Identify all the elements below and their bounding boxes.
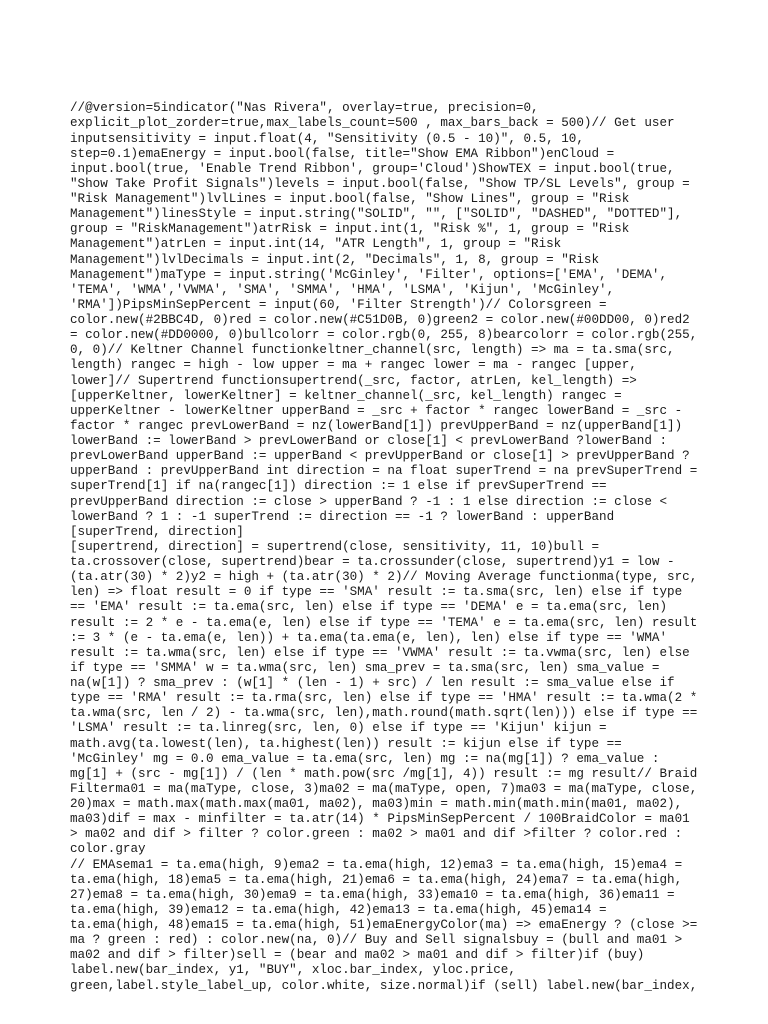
code-line: color.new(#2BBC4D, 0)red = color.new(#C51D0B, 0)green2 = color.new(#00DD00, 0)red2: [70, 313, 690, 327]
code-line: len) => float result = 0 if type == 'SMA' result := ta.sma(src, len) else if type: [70, 585, 683, 600]
code-line: 'RMA'])PipsMinSepPercent = input(60, 'Filter Strength')// Colorsgreen =: [70, 297, 607, 312]
code-line: [superTrend, direction]: [70, 524, 244, 539]
code-line: Filterma01 = ma(maType, close, 3)ma02 = ma(maType, open, 7)ma03 = ma(maType, close,: [70, 781, 698, 796]
code-line: na(w[1]) ? sma_prev : (w[1] * (len - 1) + src) / len result := sma_value else if: [70, 676, 675, 690]
code-line: length) rangec = high - low upper = ma + rangec lower = ma - rangec [upper,: [70, 358, 637, 373]
code-line: ta.wma(src, len / 2) - ta.wma(src, len),math.round(math.sqrt(len))) else if type ==: [70, 706, 698, 721]
code-line: 27)ema8 = ta.ema(high, 30)ema9 = ta.ema(high, 33)ema10 = ta.ema(high, 36)ema11 =: [70, 887, 675, 902]
code-line: upperKeltner - lowerKeltner upperBand = _src + factor * rangec lowerBand = _src -: [70, 403, 683, 418]
code-line: input.bool(true, 'Enable Trend Ribbon', group='Cloud')ShowTEX = input.bool(true,: [70, 161, 675, 176]
code-line: //@version=5indicator("Nas Rivera", overlay=true, precision=0,: [70, 101, 539, 116]
code-line: Management")lvlDecimals = input.int(2, "Decimals", 1, 8, group = "Risk: [70, 252, 600, 267]
code-line: prevUpperBand direction := close > upperBand ? -1 : 1 else direction := close <: [70, 494, 668, 509]
code-line: (ta.atr(30) * 2)y2 = high + (ta.atr(30) * 2)// Moving Average functionma(type, src,: [70, 570, 698, 585]
code-text-block: [70, 71, 702, 994]
code-line: lower]// Supertrend functionsupertrend(_src, factor, atrLen, kel_length) =>: [70, 373, 637, 388]
code-line: ta.crossover(close, supertrend)bear = ta.crossunder(close, supertrend)y1 = low -: [70, 555, 675, 569]
code-line: 'McGinley' mg = 0.0 ema_value = ta.ema(src, len) mg := na(mg[1]) ? ema_value :: [70, 751, 660, 766]
code-line: ma02 and dif > filter)sell = (bear and ma02 > ma01 and dif > filter)if (buy): [70, 948, 645, 963]
code-line: ta.ema(high, 48)ema15 = ta.ema(high, 51)emaEnergyColor(ma) => emaEnergy ? (close >=: [70, 918, 698, 932]
code-line: 'LSMA' result := ta.linreg(src, len, 0) else if type == 'Kijun' kijun =: [70, 721, 607, 736]
code-line: "Risk Management")lvlLines = input.bool(false, "Show Lines", group = "Risk: [70, 192, 630, 206]
code-line: Management")atrLen = input.int(14, "ATR Length", 1, group = "Risk: [70, 237, 562, 252]
code-line: ta.ema(high, 39)ema12 = ta.ema(high, 42)ema13 = ta.ema(high, 45)ema14 =: [70, 902, 607, 917]
code-line: lowerBand := lowerBand > prevLowerBand or close[1] < prevLowerBand ?lowerBand :: [70, 434, 668, 448]
code-line: = color.new(#DD0000, 0)bullcolorr = color.rgb(0, 255, 8)bearcolorr = color.rgb(255,: [70, 328, 698, 343]
code-line: upperBand : prevUpperBand int direction = na float superTrend = na prevSuperTrend =: [70, 464, 698, 479]
code-line: group = "RiskManagement")atrRisk = input.int(1, "Risk %", 1, group = "Risk: [70, 222, 630, 237]
code-line: ma03)dif = max - minfilter = ta.atr(14) * PipsMinSepPercent / 100BraidColor = ma01: [70, 812, 690, 827]
code-line: label.new(bar_index, y1, "BUY", xloc.bar_index, yloc.price,: [70, 963, 516, 978]
code-line: superTrend[1] if na(rangec[1]) direction := 1 else if prevSuperTrend ==: [70, 479, 607, 494]
code-line: // EMAsema1 = ta.ema(high, 9)ema2 = ta.ema(high, 12)ema3 = ta.ema(high, 15)ema4 =: [70, 857, 683, 872]
code-line: if type == 'SMMA' w = ta.wma(src, len) sma_prev = ta.sma(src, len) sma_value =: [70, 660, 660, 675]
code-line: mg[1] + (src - mg[1]) / (len * math.pow(src /mg[1], 4)) result := mg result// Braid: [70, 766, 698, 781]
code-line: result := 2 * e - ta.ema(e, len) else if type == 'TEMA' e = ta.ema(src, len) result: [70, 615, 698, 630]
code-line: green,label.style_label_up, color.white, size.normal)if (sell) label.new(bar_index,: [70, 978, 698, 993]
code-line: == 'EMA' result := ta.ema(src, len) else if type == 'DEMA' e = ta.ema(src, len): [70, 600, 668, 615]
code-line: := 3 * (e - ta.ema(e, len)) + ta.ema(ta.ema(e, len), len) else if type == 'WMA': [70, 630, 668, 645]
code-line: ta.ema(high, 18)ema5 = ta.ema(high, 21)ema6 = ta.ema(high, 24)ema7 = ta.ema(high,: [70, 872, 683, 887]
code-line: prevLowerBand upperBand := upperBand < prevUpperBand or close[1] > prevUpperBand ?: [70, 449, 690, 464]
code-line: > ma02 and dif > filter ? color.green : ma02 > ma01 and dif >filter ? color.red :: [70, 827, 683, 842]
code-line: factor * rangec prevLowerBand = nz(lowerBand[1]) prevUpperBand = nz(upperBand[1]): [70, 418, 683, 433]
code-line: step=0.1)emaEnergy = input.bool(false, title="Show EMA Ribbon")enCloud =: [70, 146, 615, 161]
code-line: Management")maType = input.string('McGinley', 'Filter', options=['EMA', 'DEMA',: [70, 267, 668, 282]
code-line: inputsensitivity = input.float(4, "Sensitivity (0.5 - 10)", 0.5, 10,: [70, 131, 584, 146]
code-line: type == 'RMA' result := ta.rma(src, len) else if type == 'HMA' result := ta.wma(2 *: [70, 691, 698, 706]
code-line: 20)max = math.max(math.max(ma01, ma02), ma03)min = math.min(math.min(ma01, ma02),: [70, 797, 683, 811]
code-line: lowerBand ? 1 : -1 superTrend := direction == -1 ? lowerBand : upperBand: [70, 509, 615, 524]
code-line: math.avg(ta.lowest(len), ta.highest(len)) result := kijun else if type ==: [70, 736, 622, 751]
code-line: [upperKeltner, lowerKeltner] = keltner_channel(_src, kel_length) rangec =: [70, 388, 622, 403]
code-line: color.gray: [70, 842, 146, 857]
code-line: 'TEMA', 'WMA','VWMA', 'SMA', 'SMMA', 'HMA', 'LSMA', 'Kijun', 'McGinley',: [70, 282, 615, 297]
code-line: ma ? green : red) : color.new(na, 0)// Buy and Sell signalsbuy = (bull and ma01 >: [70, 933, 683, 948]
code-line: explicit_plot_zorder=true,max_labels_count=500 , max_bars_back = 500)// Get user: [70, 116, 675, 131]
code-line: Management")linesStyle = input.string("SOLID", "", ["SOLID", "DASHED", "DOTTED"],: [70, 207, 683, 222]
code-line: result := ta.wma(src, len) else if type == 'VWMA' result := ta.vwma(src, len) else: [70, 645, 690, 660]
code-line: [supertrend, direction] = supertrend(close, sensitivity, 11, 10)bull =: [70, 539, 600, 554]
code-line: "Show Take Profit Signals")levels = input.bool(false, "Show TP/SL Levels", group =: [70, 176, 690, 191]
code-line: 0, 0)// Keltner Channel functionkeltner_channel(src, length) => ma = ta.sma(src,: [70, 343, 675, 358]
